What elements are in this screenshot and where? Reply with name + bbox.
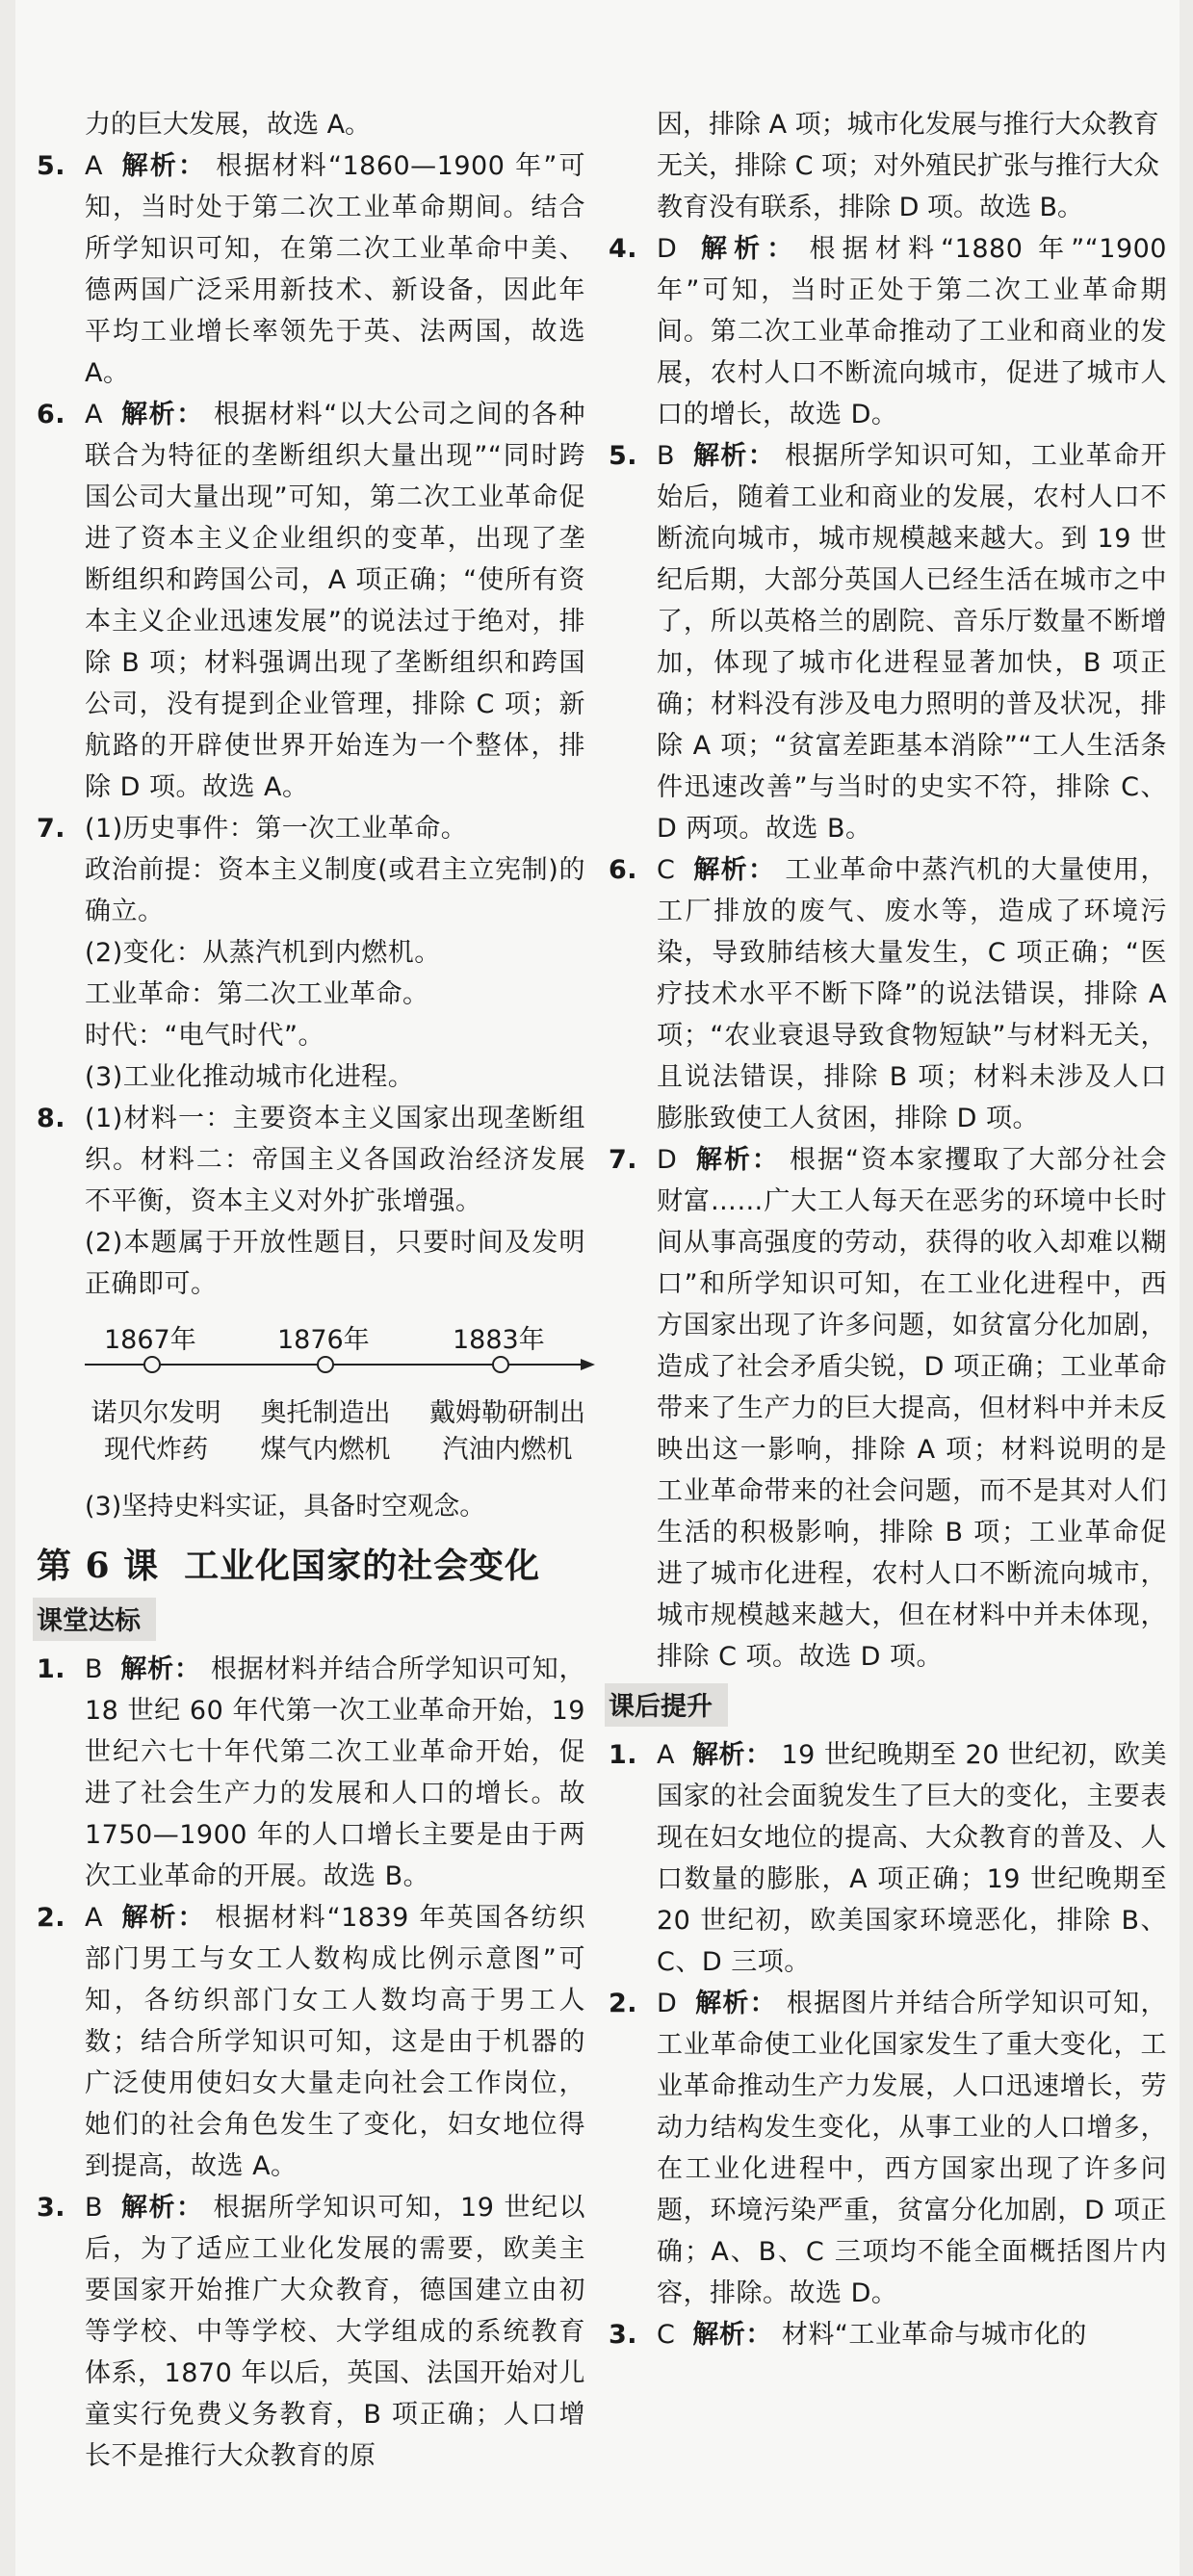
answer-item-7 (37, 808, 585, 1098)
answer-choice: C (657, 2320, 676, 2350)
answer-line: 工业革命：第二次工业革命。 (85, 979, 429, 1009)
answer-choice: B (657, 441, 676, 471)
answer-choice: D (657, 1989, 678, 2018)
continuation-text: 因，排除 A 项；城市化发展与推行大众教育无关，排除 C 项；对外殖民扩张与推行大众教育没有联系，排除 D 项。故选 B。 (657, 110, 1160, 222)
answer-item-5 (37, 145, 585, 394)
item-number: 7. (37, 814, 66, 844)
timeline-year: 1867年 (104, 1325, 196, 1355)
answer-line: (1)材料一：主要资本主义国家出现垄断组织。材料二：帝国主义各国政治经济发展不平衡，资本主义对外扩张增强。 (85, 1104, 585, 1216)
answer-line: (3)坚持史料实证，具备时空观念。 (85, 1492, 486, 1522)
event-line: 戴姆勒研制出 (429, 1398, 585, 1428)
analysis-label: 解析： (119, 151, 207, 181)
analysis-label: 解析： (694, 1145, 780, 1175)
item-number: 6. (609, 855, 638, 885)
analysis-text: 根据材料“以大公司之间的各种联合为特征的垄断组织大量出现”“同时跨国公司大量出现”可知，第二次工业革命促进了资本主义企业组织的变革，出现了垄断组织和跨国公司，A 项正确；“使所有资本主义企业迅速发展”的说法过于绝对，排除 B 项；材料强调出现了垄断组织和跨国公司，没有提到企业管理，排除 C 项；新航路的开辟使世界开始连为一个整体，排除 D 项。故选 A。 (85, 400, 585, 802)
right-column (609, 104, 1167, 2355)
answer-choice: D (657, 1145, 678, 1175)
timeline-point (318, 1357, 333, 1372)
timeline-year: 1883年 (453, 1325, 545, 1355)
analysis-text: 根据所学知识可知，19 世纪以后，为了适应工业化发展的需要，欧美主要国家开始推广大众教育，德国建立由初等学校、中等学校、大学组成的系统教育体系，1870 年以后，英国、法国开始对儿童实行免费义务教育，B 项正确；人口增长不是推行大众教育的原 (85, 2193, 585, 2471)
item-number: 2. (609, 1989, 638, 2018)
item-number: 5. (37, 151, 66, 181)
analysis-text: 根据材料并结合所学知识可知，18 世纪 60 年代第一次工业革命开始，19 世纪六七十年代第二次工业革命开始，促进了社会生产力的发展和人口的增长。故 1750—1900 年的人口增长主要是由于两次工业革命的开展。故选 B。 (85, 1654, 586, 1891)
answer-item-6 (37, 394, 585, 808)
analysis-label: 解析： (692, 855, 776, 885)
analysis-label: 解析： (691, 1740, 772, 1770)
analysis-label: 解析： (694, 1989, 777, 2018)
lesson-title: 工业化国家的社会变化 (184, 1546, 541, 1586)
answer-line: (2)变化：从蒸汽机到内燃机。 (85, 938, 441, 968)
answer-item-c5 (609, 435, 1167, 849)
event-line: 现代炸药 (104, 1435, 208, 1465)
section-tag: 课堂达标 (33, 1598, 156, 1641)
analysis-text: 根据“资本家攫取了大部分社会财富……广大工人每天在恶劣的环境中长时间从事高强度的劳动，获得的收入却难以糊口”和所学知识可知，在工业化进程中，西方国家出现了许多问题，如贫富分化加剧，造成了社会矛盾尖锐，D 项正确；工业革命带来了生产力的巨大提高，但材料中并未反映出这一影响，排除 A 项；材料说明的是工业革命带来的社会问题，而不是其对人们生活的积极影响，排除 B 项；工业革命促进了城市化进程，农村人口不断流向城市，城市规模越来越大，但在材料中并未体现，排除 C 项。故选 D 项。 (657, 1145, 1167, 1672)
event-line: 奥托制造出 (260, 1398, 391, 1428)
analysis-label: 解析： (120, 2193, 204, 2223)
answer-choice: D (657, 234, 678, 264)
continuation-text: 力的巨大发展，故选 A。 (85, 110, 372, 140)
answer-item-c4 (609, 228, 1167, 435)
analysis-text: 根据材料“1839 年英国各纺织部门男工与女工人数构成比例示意图”可知，各纺织部门女工人数均高于男工人数；结合所学知识可知，这是由于机器的广泛使用使妇女大量走向社会工作岗位，她们的社会角色发生了变化，妇女地位得到提高，故选 A。 (85, 1903, 585, 2181)
analysis-label: 解析： (694, 234, 800, 264)
item-number: 1. (609, 1740, 638, 1770)
event-line: 煤气内燃机 (260, 1435, 391, 1465)
answer-line: 时代：“电气时代”。 (85, 1021, 324, 1051)
timeline-event (239, 1395, 412, 1469)
answer-item-c1 (37, 1649, 585, 1897)
analysis-text: 材料“工业革命与城市化的 (781, 2320, 1087, 2350)
analysis-text: 19 世纪晚期至 20 世纪初，欧美国家的社会面貌发生了巨大的变化，主要表现在妇女地位的提高、大众教育的普及、人口数量的膨胀，A 项正确；19 世纪晚期至 20 世纪初，欧美国家环境恶化，排除 B、C、D 三项。 (657, 1740, 1167, 1977)
timeline-point (493, 1357, 508, 1372)
item-number: 4. (609, 234, 638, 264)
item-number: 8. (37, 1104, 66, 1133)
analysis-text: 工业革命中蒸汽机的大量使用，工厂排放的废气、废水等，造成了环境污染，导致肺结核大量发生，C 项正确；“医疗技术水平不断下降”的说法错误，排除 A 项；“农业衰退导致食物短缺”与材料无关，且说法错误，排除 B 项；材料未涉及人口膨胀致使工人贫困，排除 D 项。 (657, 855, 1167, 1133)
invention-timeline (85, 1318, 595, 1480)
item-number: 1. (37, 1654, 66, 1684)
item-number: 3. (609, 2320, 638, 2350)
analysis-label: 解析： (120, 1654, 201, 1684)
answer-choice: A (85, 151, 103, 181)
analysis-text: 根据材料“1860—1900 年”可知，当时处于第二次工业革命期间。结合所学知识可知，在第二次工业革命中美、德两国广泛采用新技术、新设备，因此年平均工业增长率领先于英、法两国，故选 A。 (85, 151, 586, 388)
answer-line: (2)本题属于开放性题目，只要时间及发明正确即可。 (85, 1228, 585, 1299)
answer-choice: A (85, 1903, 103, 1933)
answer-item-h3 (609, 2314, 1167, 2355)
answer-item-c7 (609, 1139, 1167, 1678)
answer-item-h1 (609, 1734, 1167, 1983)
answer-item-8 (37, 1098, 585, 1305)
answer-item-h2 (609, 1983, 1167, 2314)
answer-line: 政治前提：资本主义制度(或君主立宪制)的确立。 (85, 855, 585, 926)
page-edge-right (1180, 0, 1193, 2576)
answer-choice: A (657, 1740, 675, 1770)
analysis-label: 解析： (692, 441, 776, 471)
left-column (37, 104, 585, 2477)
answer-item-c2 (37, 1897, 585, 2187)
item-number: 5. (609, 441, 638, 471)
answer-choice: B (85, 1654, 104, 1684)
lesson-heading (37, 1539, 585, 1588)
timeline-year: 1876年 (277, 1325, 370, 1355)
analysis-text: 根据材料“1880 年”“1900 年”可知，当时正处于第二次工业革命期间。第二次工业革命推动了工业和商业的发展，农村人口不断流向城市，促进了城市人口的增长，故选 D。 (657, 234, 1167, 429)
event-line: 诺贝尔发明 (91, 1398, 221, 1428)
item-number: 7. (609, 1145, 638, 1175)
event-line: 汽油内燃机 (442, 1435, 573, 1465)
analysis-label: 解析： (119, 1903, 206, 1933)
item-number: 6. (37, 400, 66, 429)
section-tag: 课后提升 (605, 1683, 728, 1727)
timeline-event (416, 1395, 599, 1469)
item-number: 2. (37, 1903, 66, 1933)
lesson-number: 第 6 课 (37, 1546, 160, 1586)
answer-item-c3 (37, 2187, 585, 2477)
analysis-label: 解析： (119, 400, 204, 429)
timeline-point (144, 1357, 160, 1372)
analysis-label: 解析： (692, 2320, 772, 2350)
page-edge-left (0, 0, 15, 2576)
analysis-text: 根据所学知识可知，工业革命开始后，随着工业和商业的发展，农村人口不断流向城市，城市规模越来越大。到 19 世纪后期，大部分英国人已经生活在城市之中了，所以英格兰的剧院、音乐厅数量不断增加，体现了城市化进程显著加快，B 项正确；材料没有涉及电力照明的普及状况，排除 A 项；“贫富差距基本消除”“工人生活条件迅速改善”与当时的史实不符，排除 C、D 两项。故选 B。 (657, 441, 1168, 844)
answer-line: (1)历史事件：第一次工业革命。 (85, 814, 468, 844)
answer-choice: B (85, 2193, 104, 2223)
answer-line: (3)工业化推动城市化进程。 (85, 1062, 415, 1092)
item-number: 3. (37, 2193, 66, 2223)
analysis-text: 根据图片并结合所学知识可知，工业革命使工业化国家发生了重大变化，工业革命推动生产力发展，人口迅速增长，劳动力结构发生变化，从事工业的人口增多，在工业化进程中，西方国家出现了许多问题，环境污染严重，贫富分化加剧，D 项正确；A、B、C 三项均不能全面概括图片内容，排除。故选 D。 (657, 1989, 1168, 2308)
answer-choice: C (657, 855, 676, 885)
answer-item-c6 (609, 849, 1167, 1139)
answer-choice: A (85, 400, 103, 429)
timeline-event (69, 1395, 243, 1469)
